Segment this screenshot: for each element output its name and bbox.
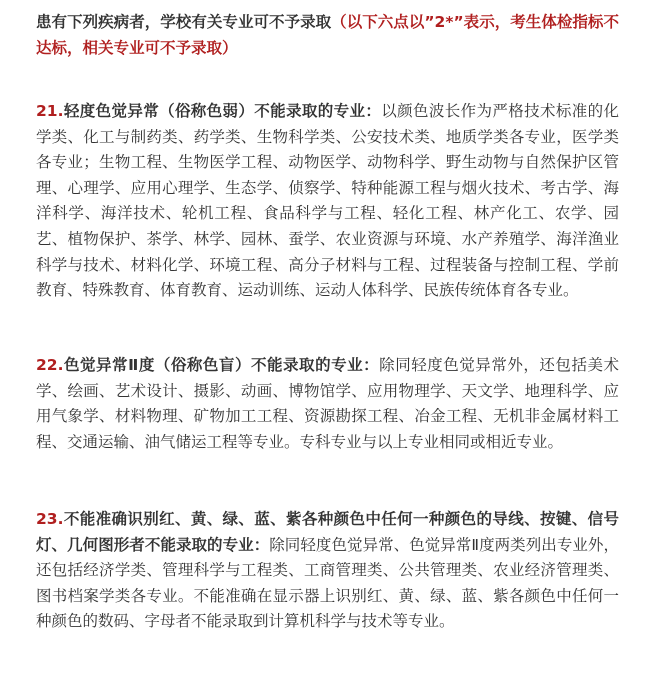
intro-paragraph — [36, 10, 619, 61]
item-22-paragraph — [36, 353, 619, 455]
item-23-paragraph — [36, 507, 619, 635]
item-body: 除同轻度色觉异常、色觉异常Ⅱ度两类列出专业外，还包括经济学类、管理科学与工程类、工商管理类、公共管理类、农业经济管理类、图书档案学类各专业。不能准确在显示器上识别红、黄、绿、蓝、紫各颜色中任何一种颜色的数码、字母者不能录取到计算机科学与技术等专业。 — [36, 535, 619, 631]
intro-text: 患有下列疾病者，学校有关专业可不予录取 — [36, 13, 332, 31]
item-21-paragraph — [36, 99, 619, 304]
item-body: 除同轻度色觉异常外，还包括美术学、绘画、艺术设计、摄影、动画、博物馆学、应用物理学、天文学、地理科学、应用气象学、材料物理、矿物加工工程、资源勘探工程、冶金工程、无机非金属材料工程、交通运输、油气储运工程等专业。专科专业与以上专业相同或相近专业。 — [36, 356, 619, 451]
item-heading: 色觉异常Ⅱ度（俗称色盲）不能录取的专业： — [63, 356, 380, 374]
item-number: 23. — [36, 510, 64, 528]
intro-note: （以下六点以”2*”表示，考生体检指标不达标，相关专业可不予录取） — [36, 13, 619, 57]
item-number: 22. — [36, 356, 64, 374]
item-heading: 轻度色觉异常（俗称色弱）不能录取的专业： — [63, 102, 382, 120]
item-heading: 不能准确识别红、黄、绿、蓝、紫各种颜色中任何一种颜色的导线、按键、信号灯、几何图形者不能录取的专业： — [36, 510, 619, 554]
item-body: 以颜色波长作为严格技术标准的化学类、化工与制药类、药学类、生物科学类、公安技术类、地质学类各专业，医学类各专业；生物工程、生物医学工程、动物医学、动物科学、野生动物与自然保护区管理、心理学、应用心理学、生态学、侦察学、特种能源工程与烟火技术、考古学、海洋科学、海洋技术、轮机工程、食品科学与工程、轻化工程、林产化工、农学、园艺、植物保护、茶学、林学、园林、蚕学、农业资源与环境、水产养殖学、海洋渔业科学与技术、材料化学、环境工程、高分子材料与工程、过程装备与控制工程、学前教育、特殊教育、体育教育、运动训练、运动人体科学、民族传统体育各专业。 — [36, 102, 619, 300]
item-number: 21. — [36, 102, 64, 120]
